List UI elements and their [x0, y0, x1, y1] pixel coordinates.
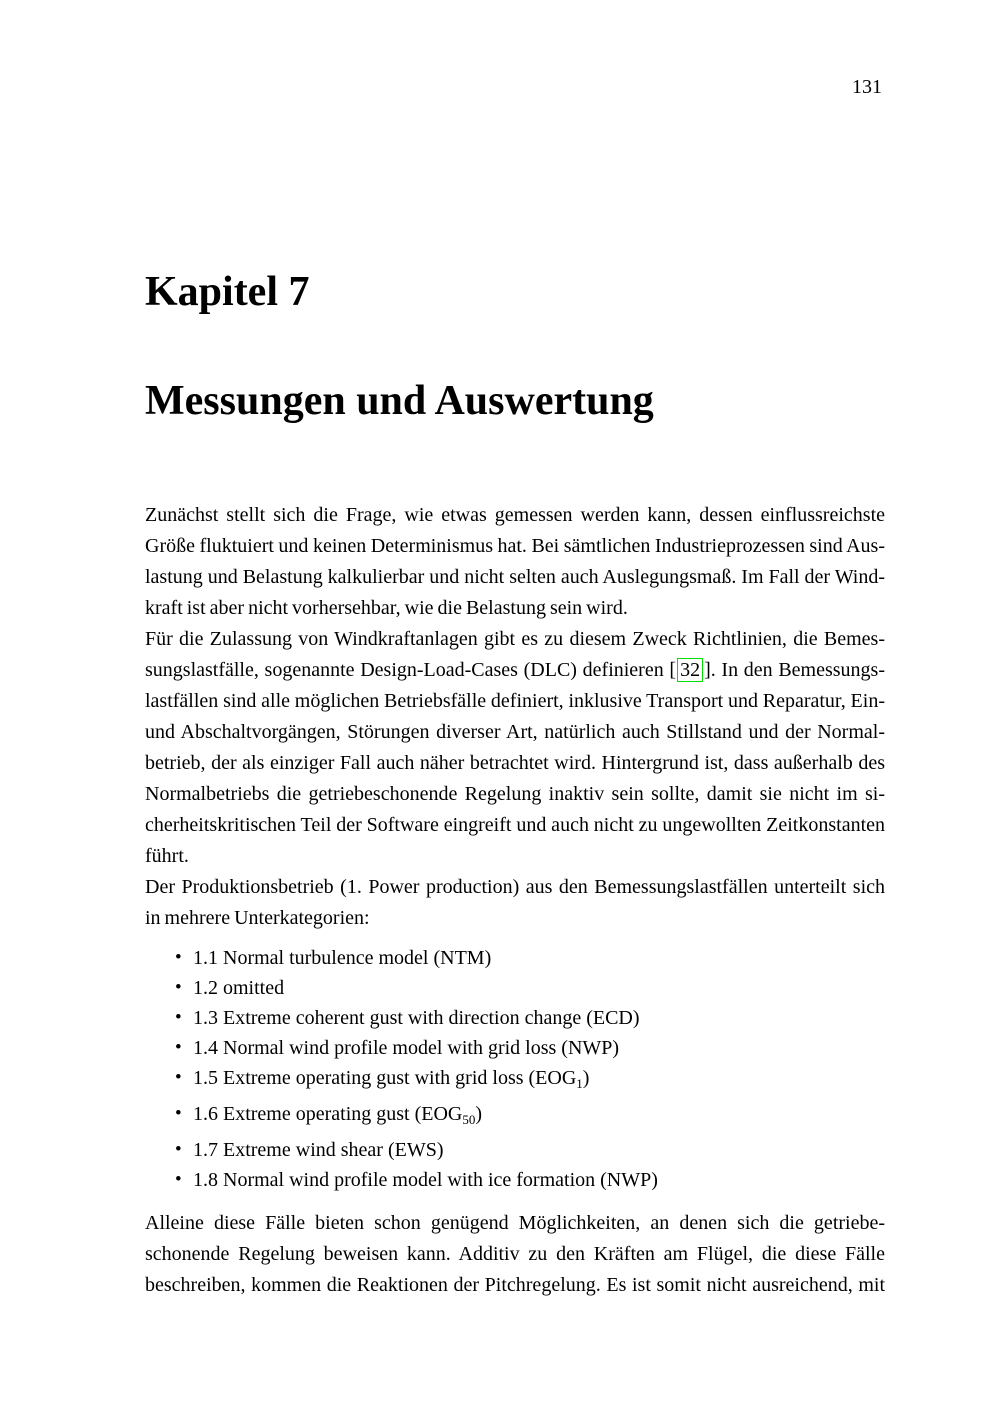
text-run: 1.5 Extreme operating gust with grid loss (EOG	[193, 1067, 577, 1089]
dlc-list	[145, 943, 885, 1195]
text-line	[145, 1208, 885, 1239]
text-run: Zunächst stellt sich die Frage, wie etwas gemessen werden kann, dessen einflussreichste	[145, 504, 885, 526]
paragraph	[145, 624, 885, 872]
text-line	[145, 624, 885, 655]
body-text	[145, 500, 885, 1301]
text-run: lastfällen sind alle möglichen Betriebsfälle definiert, inklusive Transport und Reparatur, Ein-	[145, 690, 885, 712]
list-item	[175, 973, 885, 1003]
text-line	[145, 810, 885, 841]
text-run: )	[475, 1103, 483, 1125]
list-item	[175, 1135, 885, 1165]
text-run: 1.7 Extreme wind shear (EWS)	[193, 1139, 444, 1161]
bullet-icon: •	[175, 1007, 182, 1028]
list-item-text	[193, 1103, 482, 1125]
bullet-icon: •	[175, 1139, 182, 1160]
list-item-text	[193, 947, 491, 969]
list-item-text	[193, 1007, 640, 1029]
text-line	[145, 655, 885, 686]
text-line	[145, 593, 885, 624]
chapter-label: Kapitel 7	[145, 269, 310, 315]
text-run: 1.1 Normal turbulence model (NTM)	[193, 947, 492, 969]
text-line	[145, 717, 885, 748]
bullet-icon: •	[175, 1103, 182, 1124]
text-line	[145, 903, 885, 934]
text-run: Für die Zulassung von Windkraftanlagen gibt es zu diesem Zweck Richtlinien, die Bemes-	[145, 628, 885, 650]
list-item-text	[193, 977, 284, 999]
text-run: Der Produktionsbetrieb (1. Power production) aus den Bemessungslastfällen unterteilt sich	[145, 876, 885, 898]
text-line	[145, 872, 885, 903]
bullet-icon: •	[175, 1037, 182, 1058]
text-run: und Abschaltvorgängen, Störungen diverser Art, natürlich auch Stillstand und der Normal-	[145, 721, 885, 743]
text-run: Normalbetriebs die getriebeschonende Regelung inaktiv sein sollte, damit sie nicht im si-	[145, 783, 885, 805]
list-item	[175, 1165, 885, 1195]
page-number: 131	[852, 76, 882, 98]
text-run: führt.	[145, 845, 189, 867]
text-run: kraft ist aber nicht vorhersehbar, wie die Belastung sein wird.	[145, 597, 628, 619]
bullet-icon: •	[175, 947, 182, 968]
list-item-text	[193, 1037, 619, 1059]
text-run: cherheitskritischen Teil der Software eingreift und auch nicht zu ungewollten Zeitkonstanten	[145, 814, 885, 836]
text-line	[145, 531, 885, 562]
list-item	[175, 1033, 885, 1063]
text-run: 1.3 Extreme coherent gust with direction change (ECD)	[193, 1007, 640, 1029]
text-run: Alleine diese Fälle bieten schon genügend Möglichkeiten, an denen sich die getriebe-	[145, 1212, 885, 1234]
text-run: sungslastfälle, sogenannte Design-Load-Cases (DLC) definieren [	[145, 659, 677, 681]
list-item	[175, 1099, 885, 1135]
text-line	[145, 779, 885, 810]
paragraph	[145, 872, 885, 934]
paragraph	[145, 500, 885, 624]
bullet-icon: •	[175, 1169, 182, 1190]
text-run: betrieb, der als einziger Fall auch näher betrachtet wird. Hintergrund ist, dass außerhalb des	[145, 752, 885, 774]
list-item	[175, 1063, 885, 1099]
list-item-text	[193, 1139, 443, 1161]
paragraph	[145, 1208, 885, 1301]
text-line	[145, 1239, 885, 1270]
bullet-icon: •	[175, 1067, 182, 1088]
chapter-title: Messungen und Auswertung	[145, 378, 654, 424]
subscript-text: 1	[576, 1076, 583, 1091]
text-line	[145, 1270, 885, 1301]
text-run: 1.4 Normal wind profile model with grid loss (NWP)	[193, 1037, 620, 1059]
subscript-text: 50	[462, 1112, 476, 1127]
list-item	[175, 943, 885, 973]
text-run: )	[582, 1067, 590, 1089]
bullet-icon: •	[175, 977, 182, 998]
text-run: 1.2 omitted	[193, 977, 285, 999]
text-line	[145, 841, 885, 872]
text-run: 1.8 Normal wind profile model with ice formation (NWP)	[193, 1169, 658, 1191]
text-run: beschreiben, kommen die Reaktionen der Pitchregelung. Es ist somit nicht ausreichend, mit	[145, 1274, 885, 1296]
list-item-text	[193, 1169, 658, 1191]
text-line	[145, 500, 885, 531]
list-item	[175, 1003, 885, 1033]
text-line	[145, 748, 885, 779]
text-run: in mehrere Unterkategorien:	[145, 907, 370, 929]
text-run: 1.6 Extreme operating gust (EOG	[193, 1103, 463, 1125]
text-line	[145, 562, 885, 593]
text-run: ]. In den Bemessungs-	[704, 659, 886, 681]
citation-link[interactable]: 32	[677, 658, 703, 682]
text-run: Größe fluktuiert und keinen Determinismus hat. Bei sämtlichen Industrieprozessen sind Aus-	[145, 535, 885, 557]
text-run: schonende Regelung beweisen kann. Additiv zu den Kräften am Flügel, die diese Fälle	[145, 1243, 885, 1265]
text-line	[145, 686, 885, 717]
list-item-text	[193, 1067, 589, 1089]
text-run: lastung und Belastung kalkulierbar und nicht selten auch Auslegungsmaß. Im Fall der Wind-	[145, 566, 885, 588]
